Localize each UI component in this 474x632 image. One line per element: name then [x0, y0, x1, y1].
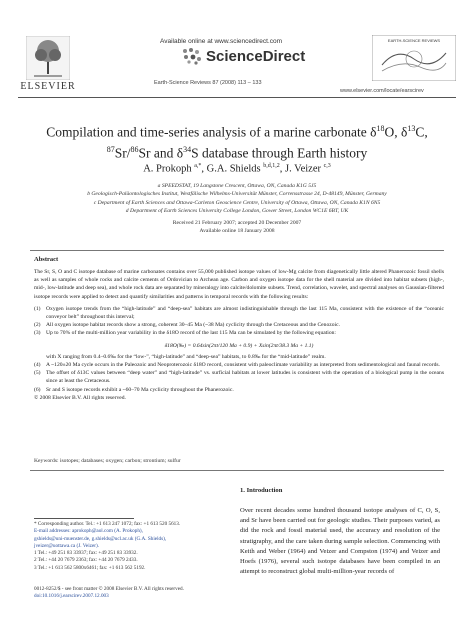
front-matter — [34, 586, 230, 601]
journal-url[interactable]: www.elsevier.com/locate/earscirev — [340, 88, 424, 94]
journal-reference: Earth-Science Reviews 87 (2008) 113 – 133 — [154, 80, 262, 86]
doi-link[interactable]: doi:10.1016/j.earscirev.2007.12.003 — [34, 593, 109, 600]
brand-name: ScienceDirect — [206, 47, 306, 65]
header-divider — [18, 97, 456, 98]
article-title: Compilation and time-series analysis of a marine carbonate $\delta^{18}O$, $\delta^{13}C$, $^{87}$Sr/$^{86}$Sr and $\delta^{34}S$ database through Earth history — [46, 124, 428, 160]
abstract-heading: Abstract — [34, 256, 59, 263]
affiliation: a SPEEDSTAT, 19 Langstone Crescent, Ottawa, ON, Canada K1G 5J5 — [157, 183, 317, 189]
affiliation: d Department of Earth Sciences University College London, Gower Street, London WC1E 6BT, UK — [125, 208, 349, 215]
footnote: 2 Tel.: +44 20 7679 2363; fax: +44 20 7679 2433. — [34, 557, 138, 564]
finding-item: (5) The offset of δ13C values between “deep water” and “high-latitude” vs. surficial habitats at lower latitudes is consistent with the operation of a biological pump in the oceans since at least the Cretaceous. — [34, 370, 444, 385]
footnotes — [34, 521, 230, 572]
introduction-heading: 1. Introduction — [240, 487, 283, 494]
article-dates — [40, 219, 434, 236]
received-date: Received 21 February 2007; accepted 20 December 2007 — [172, 220, 302, 226]
footnote: 1 Tel.: +49 251 83 33937; fax: +49 251 83 33932. — [34, 550, 138, 557]
keywords: Keywords: isotopes; databases; oxygen; carbon; strontium; sulfur — [34, 458, 181, 464]
finding-item: (4) A ~120±20 Ma cycle occurs in the Paleozoic and Neoproterozoic δ18O record, consistent with paleoclimate variability as interpreted from sedimentological and faunal records. — [34, 362, 440, 369]
footnote-email[interactable]: E-mail addresses: aprokoph@aol.com (A. Prokoph), — [34, 528, 143, 535]
publisher-name: ELSEVIER — [20, 81, 76, 92]
footnote-email[interactable]: gshields@uni-muenster.de, g.shields@ucl.ac.uk (G.A. Shields), — [34, 535, 167, 542]
finding-item: (3) Up to 70% of the multi-million year variability in the δ18O record of the last 115 Ma can be simulated by the following equation: — [34, 330, 336, 337]
footnote: 3 Tel.: +1 613 562 5800x6461; fax: +1 613 562 5192. — [34, 564, 146, 571]
author-list: A. Prokoph $^{a,*}$, G.A. Shields $^{b,d,1,2}$, J. Veizer $^{c,3}$ — [143, 163, 331, 175]
equation-note: with X ranging from 0.4–0.6‰ for the “low-”, “high-latitude” and “deep-sea” habitats, to 0.8‰ for the “mid-latitude” realm. — [46, 353, 326, 360]
footnote-divider — [34, 518, 134, 519]
available-online-text: Available online at www.sciencedirect.com — [160, 38, 282, 45]
affiliations — [40, 182, 434, 216]
available-date: Available online 18 January 2008 — [199, 228, 275, 235]
abstract-body — [34, 268, 444, 402]
journal-cover-title: EARTH-SCIENCE REVIEWS — [387, 38, 441, 43]
footnote: * Corresponding author. Tel.: +1 613 247 1072; fax: +1 613 520 5613. — [34, 521, 181, 527]
introduction-body: Over recent decades some hundred thousand isotope analyses of C, O, S, and Sr have been carried out for geologic studies. Their purposes varied, as did the rock and fossil material used, the accuracy and resolution of the stratigraphy, and the care taken during sample selection. Commencing with Keith and Weber (1964) and Veizer and Compston (1974) and Veizer and Hoefs (1976), several such isotope databases have been compiled in an attempt to reconstruct global multi-million-year records of — [240, 507, 440, 576]
footnote-email[interactable]: jveizer@uottawa.ca (J. Veizer). — [34, 542, 100, 549]
finding-item: (2) All oxygen isotope habitat records show a strong, coherent 30–45 Ma (~38 Ma) cyclicity through the Cretaceous and the Cenozoic. — [34, 322, 340, 329]
elsevier-logo — [18, 36, 78, 92]
abstract-paragraph: The Sr, S, O and C isotope database of marine carbonates contains over 55,000 published isotope values of low-Mg calcite from diagenetically little altered Phanerozoic fossil shells as well as samples of whole rocks and calcite cements of Ordovician to Archean age. Carbon and oxygen isotope data for the shell material are divided into habitat subsets (high-, mid-, low-latitude and deep sea), and whole rock data are separated by mineralogy into calcite/dolomite subsets. Trend, correlation, wavelet, and spectral analyses on Gaussian-filtered isotope records were applied to detect and quantify similarities and patterns in temporal records with the following results: — [34, 269, 444, 300]
finding-item: (6) Sr and S isotope records exhibit a ~60–70 Ma cyclicity throughout the Phanerozoic. — [34, 386, 234, 393]
journal-cover — [372, 35, 456, 81]
sciencedirect-logo — [181, 47, 305, 65]
elsevier-tree-icon — [26, 36, 70, 80]
abstract-bottom-divider — [30, 470, 444, 471]
finding-item: (1) Oxygen isotope trends from the “high-latitude” and “deep-sea” habitats are almost indistinguishable through the last 115 Ma, consistent with the existence of the “oceanic conveyor belt” throughout this interval; — [34, 305, 444, 321]
affiliation: b Geologisch-Paläontologisches Institut, Westfälische Wilhelms-Universität Münster, Corrensstrasse 24, D-48149, Münster, Germany — [87, 191, 387, 198]
issn-line: 0012-8252/$ - see front matter © 2008 Elsevier B.V. All rights reserved. — [34, 586, 184, 592]
abstract-top-divider — [30, 250, 444, 251]
copyright: © 2008 Elsevier B.V. All rights reserved. — [34, 394, 126, 401]
sciencedirect-dots-icon — [181, 47, 203, 65]
equation: δ18O(‰) = 0.64sin(2πt/120 Ma + 0.9) + Xsin(2πt/38.3 Ma + 1.1) — [164, 342, 314, 349]
affiliation: c Department of Earth Sciences and Ottawa-Carleton Geoscience Centre, University of Ottawa, Ottawa, ON, Canada K1N 6N5 — [93, 199, 381, 206]
